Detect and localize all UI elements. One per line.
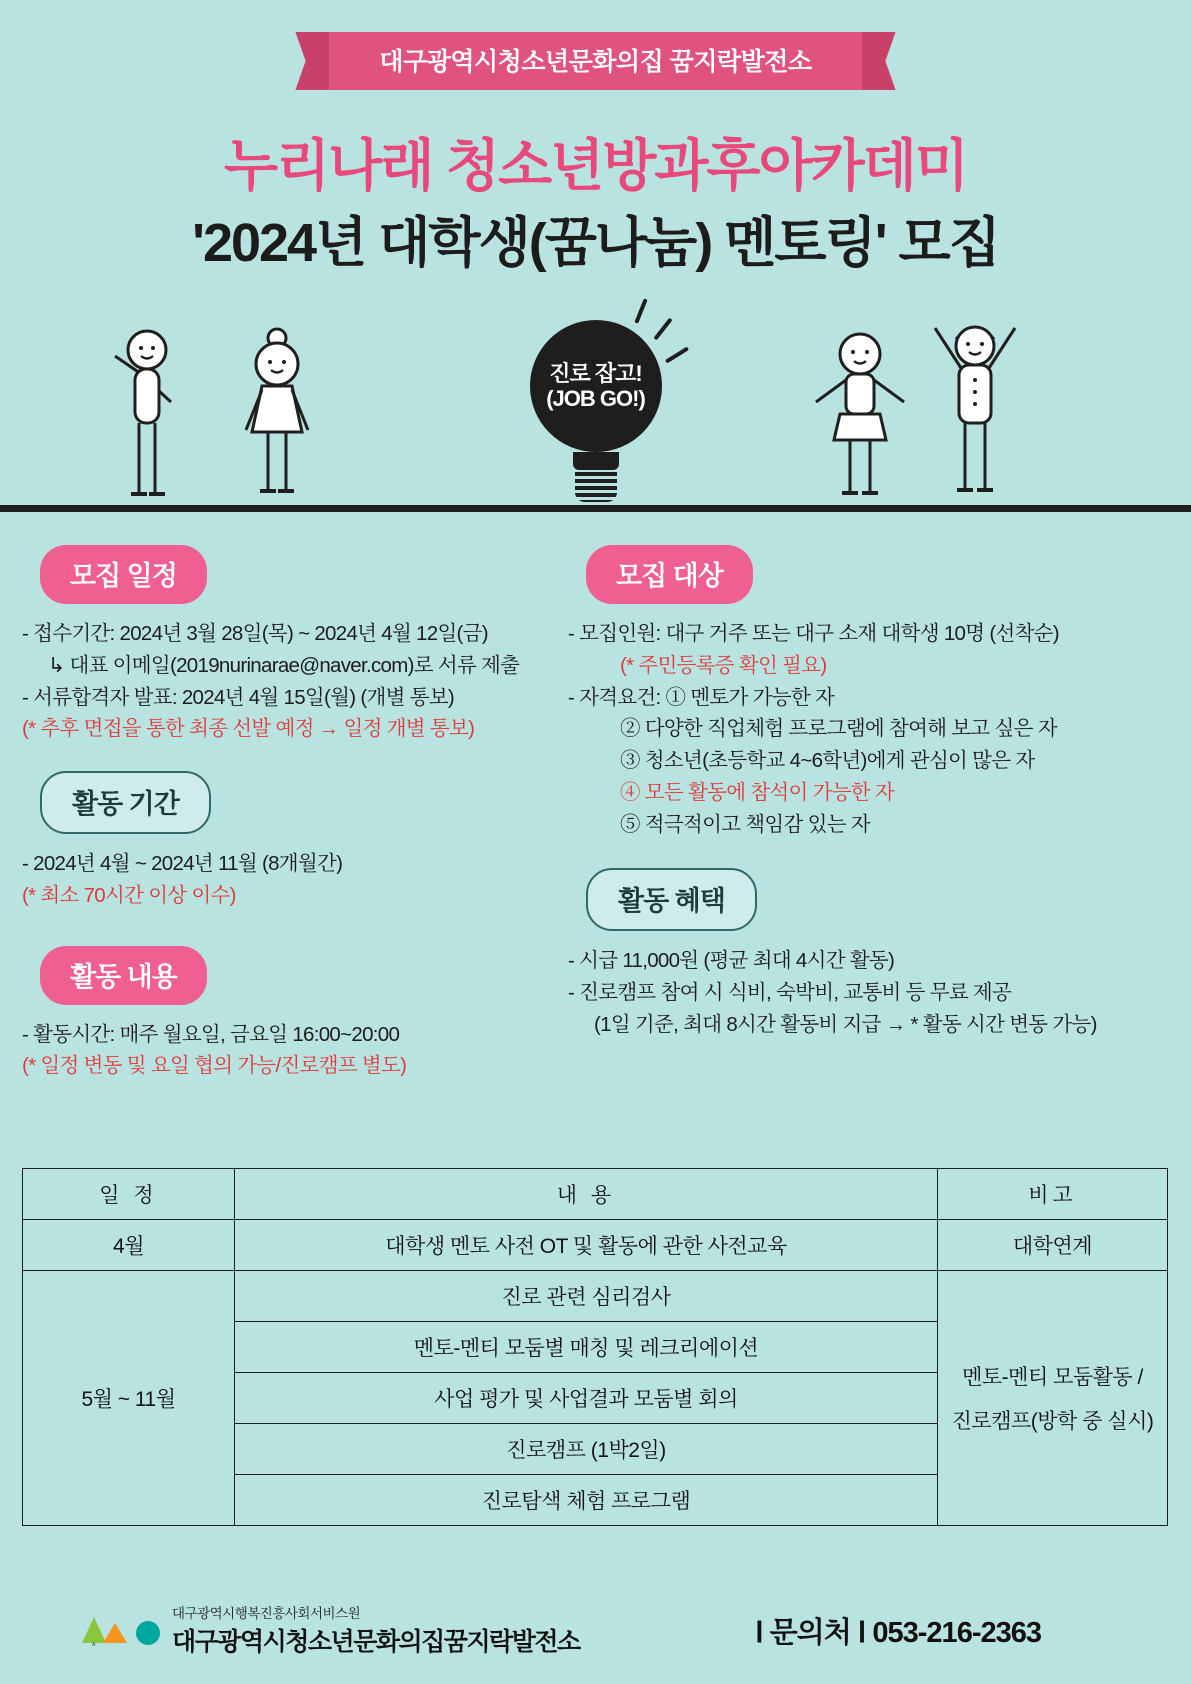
table-cell-content: 멘토-멘티 모둠별 매칭 및 레크리에이션: [235, 1322, 938, 1373]
section-title-benefit: 활동 혜택: [586, 868, 757, 931]
table-header-cell: 비고: [938, 1169, 1168, 1220]
table-cell-content: 진로캠프 (1박2일): [235, 1424, 938, 1475]
bulb-line-2: (JOB GO!): [546, 386, 645, 411]
text-line: ↳ 대표 이메일(2019nurinarae@naver.com)로 서류 제출: [48, 653, 520, 677]
person-arms-out-icon: [800, 330, 920, 510]
ribbon-banner: [0, 32, 1191, 90]
text-line: - 서류합격자 발표: 2024년 4월 15일(월) (개별 통보): [22, 685, 455, 709]
bulb-base: [575, 472, 617, 502]
logo-shapes-icon: [82, 1613, 162, 1647]
table-cell-period: 5월 ~ 11월: [23, 1271, 235, 1526]
logo-org-big: 대구광역시청소년문화의집꿈지락발전소: [172, 1628, 580, 1656]
note-line-2: 진로캠프(방학 중 실시): [951, 1410, 1154, 1433]
text-line-highlight: (* 최소 70시간 이상 이수): [22, 883, 236, 907]
text-line: - 모집인원: 대구 거주 또는 대구 소재 대학생 10명 (선착순): [568, 622, 1059, 645]
section-activity-period: [22, 771, 562, 912]
table-cell-content: 사업 평가 및 사업결과 모둠별 회의: [235, 1373, 938, 1424]
lightbulb-illustration: [521, 320, 671, 502]
text-line: - 진로캠프 참여 시 식비, 숙박비, 교통비 등 무료 제공: [568, 981, 1012, 1005]
table-cell-content: 진로 관련 심리검사: [235, 1271, 938, 1322]
ribbon-label: 대구광역시청소년문화의집 꿈지락발전소: [325, 32, 865, 90]
text-line: ⑤ 적극적이고 책임감 있는 자: [620, 812, 870, 836]
left-column: [22, 545, 562, 1096]
text-line: - 활동시간: 매주 월요일, 금요일 16:00~20:00: [22, 1022, 400, 1046]
text-line: (1일 기준, 최대 8시간 활동비 지급 → * 활동 시간 변동 가능): [594, 1012, 1097, 1036]
page-title-primary: 누리나래 청소년방과후아카데미: [224, 134, 967, 197]
target-lines: [568, 618, 1178, 840]
table-row: [23, 1220, 1168, 1271]
section-title-activity-period: 활동 기간: [40, 771, 211, 834]
text-line: - 시급 11,000원 (평균 최대 4시간 활동): [568, 949, 895, 973]
person-arms-up-icon: [915, 308, 1035, 508]
activity-period-lines: [22, 848, 562, 912]
person-waving-icon: [95, 328, 205, 508]
text-line-highlight: (* 주민등록증 확인 필요): [620, 653, 827, 677]
text-line: - 자격요건: ① 멘토가 가능한 자: [568, 685, 835, 709]
logo-org-small: 대구광역시행복진흥사회서비스원: [172, 1606, 361, 1621]
bulb-text: [530, 320, 662, 452]
contact-number: 053-216-2363: [872, 1617, 1041, 1649]
activity-content-lines: [22, 1019, 562, 1083]
text-line-highlight: (* 추후 면접을 통한 최종 선발 예정 → 일정 개별 통보): [22, 717, 475, 741]
contact-label: Ⅰ 문의처 Ⅰ: [755, 1617, 866, 1649]
hero-illustration: [0, 300, 1191, 515]
text-line-highlight: (* 일정 변동 및 요일 협의 가능/진로캠프 별도): [22, 1054, 407, 1078]
table-cell-period: 4월: [23, 1220, 235, 1271]
section-benefit: [568, 868, 1178, 1040]
section-title-activity-content: 활동 내용: [40, 946, 207, 1005]
table-header-cell: 내 용: [235, 1169, 938, 1220]
text-line: ③ 청소년(초등학교 4~6학년)에게 관심이 많은 자: [620, 749, 1035, 773]
spark-icon: [634, 298, 647, 324]
table-header-cell: 일 정: [23, 1169, 235, 1220]
bulb-neck: [573, 452, 619, 470]
program-schedule-table: [22, 1168, 1168, 1526]
organization-logo: [82, 1602, 580, 1658]
footer: [0, 1596, 1191, 1666]
section-recruit-schedule: [22, 545, 562, 745]
section-target: [568, 545, 1178, 840]
text-line-highlight: ④ 모든 활동에 참석이 가능한 자: [620, 780, 895, 804]
table-cell-note: [938, 1271, 1168, 1526]
recruit-schedule-lines: [22, 618, 562, 745]
spark-icon: [664, 346, 688, 363]
contact-info: [755, 1610, 1041, 1651]
table-cell-content: 진로탐색 체험 프로그램: [235, 1475, 938, 1526]
ground-line: [0, 505, 1191, 512]
section-activity-content: [22, 946, 562, 1083]
text-line: - 접수기간: 2024년 3월 28일(목) ~ 2024년 4월 12일(금): [22, 622, 488, 645]
page-title-secondary: '2024년 대학생(꿈나눔) 멘토링' 모집: [192, 213, 999, 273]
section-title-target: 모집 대상: [586, 545, 753, 604]
spark-icon: [653, 318, 672, 341]
svg-text:A: A: [92, 1642, 96, 1647]
text-line: ② 다양한 직업체험 프로그램에 참여해 보고 싶은 자: [620, 717, 1057, 741]
note-spacer: [944, 1391, 1161, 1405]
logo-text: [172, 1602, 580, 1658]
benefit-lines: [568, 945, 1178, 1040]
person-standing-icon: [222, 318, 332, 508]
table-header-row: [23, 1169, 1168, 1220]
table-cell-content: 대학생 멘토 사전 OT 및 활동에 관한 사전교육: [235, 1220, 938, 1271]
section-title-recruit-schedule: 모집 일정: [40, 545, 207, 604]
table-cell-note: 대학연계: [938, 1220, 1168, 1271]
note-line-1: 멘토-멘티 모둠활동 /: [962, 1366, 1143, 1389]
right-column: [568, 545, 1178, 1055]
table-row: [23, 1271, 1168, 1322]
logo-marks: [82, 1613, 162, 1647]
text-line: - 2024년 4월 ~ 2024년 11월 (8개월간): [22, 852, 343, 876]
bulb-line-1: 진로 잡고!: [549, 360, 642, 386]
